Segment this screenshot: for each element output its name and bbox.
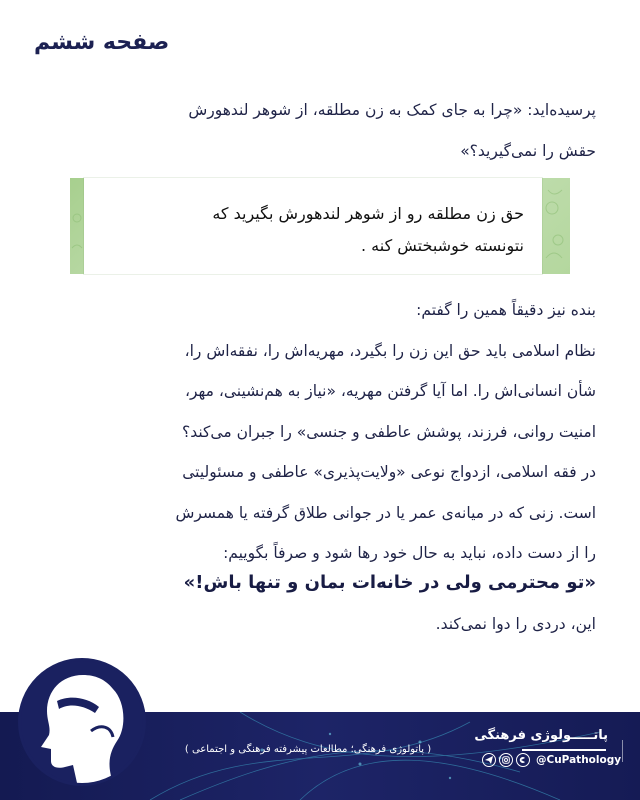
body-line: در فقه اسلامی، ازدواج نوعی «ولایت‌پذیری» عاطفی و مسئولیتی [182, 463, 596, 481]
intro-paragraph [40, 90, 596, 172]
social-links [482, 752, 621, 768]
body-paragraph [40, 290, 596, 574]
intro-line: حقش را نمی‌گیرید؟» [460, 142, 596, 160]
body-line: را از دست داده، نباید به حال خود رها شود و صرفاً بگوییم: [223, 544, 596, 562]
telegram-icon[interactable] [482, 753, 496, 767]
instagram-icon[interactable] [499, 753, 513, 767]
social-handle[interactable]: @CuPathology [536, 754, 622, 766]
quote-line: حق زن مطلقه رو از شوهر لندهورش بگیرید که [212, 204, 524, 223]
quote-box [70, 178, 570, 274]
body-line: امنیت روانی، فرزند، پوشش عاطفی و جنسی» را جبران می‌کند؟ [182, 422, 596, 441]
quote-text [212, 198, 524, 262]
eitaa-icon[interactable] [516, 753, 530, 767]
emphasis-quote: «تو محترمی ولی در خانه‌ات بمان و تنها باش!» [183, 572, 596, 593]
intro-line: پرسیده‌اید: «چرا به جای کمک به زن مطلقه، از شوهر لندهورش [188, 101, 596, 119]
head-profile-icon [21, 661, 143, 783]
brand-name: پاتـــــولوژی فرهنگی [474, 728, 608, 743]
body-line: بنده نیز دقیقاً همین را گفتم: [416, 301, 596, 319]
quote-card [84, 178, 542, 274]
body-line: نظام اسلامی باید حق این زن را بگیرد، مهریه‌اش را، نفقه‌اش را، [184, 341, 596, 360]
closing-line: این، دردی را دوا نمی‌کند. [435, 615, 596, 633]
quote-line: نتونسته خوشبختش کنه . [361, 236, 524, 255]
brand-underline [522, 749, 606, 751]
logo [18, 658, 146, 786]
body-line: شأن انسانی‌اش را. اما آیا گرفتن مهریه، «نیاز به هم‌نشینی، مهر، [184, 382, 596, 400]
page-title: صفحه ششم [34, 30, 170, 55]
footer-caption: ( پاتولوژی فرهنگی؛ مطالعات پیشرفته فرهنگی و اجتماعی ) [184, 744, 432, 755]
body-line: است. زنی که در میانه‌ی عمر یا در جوانی طلاق گرفته یا همسرش [175, 503, 596, 522]
footer-divider [622, 740, 623, 762]
